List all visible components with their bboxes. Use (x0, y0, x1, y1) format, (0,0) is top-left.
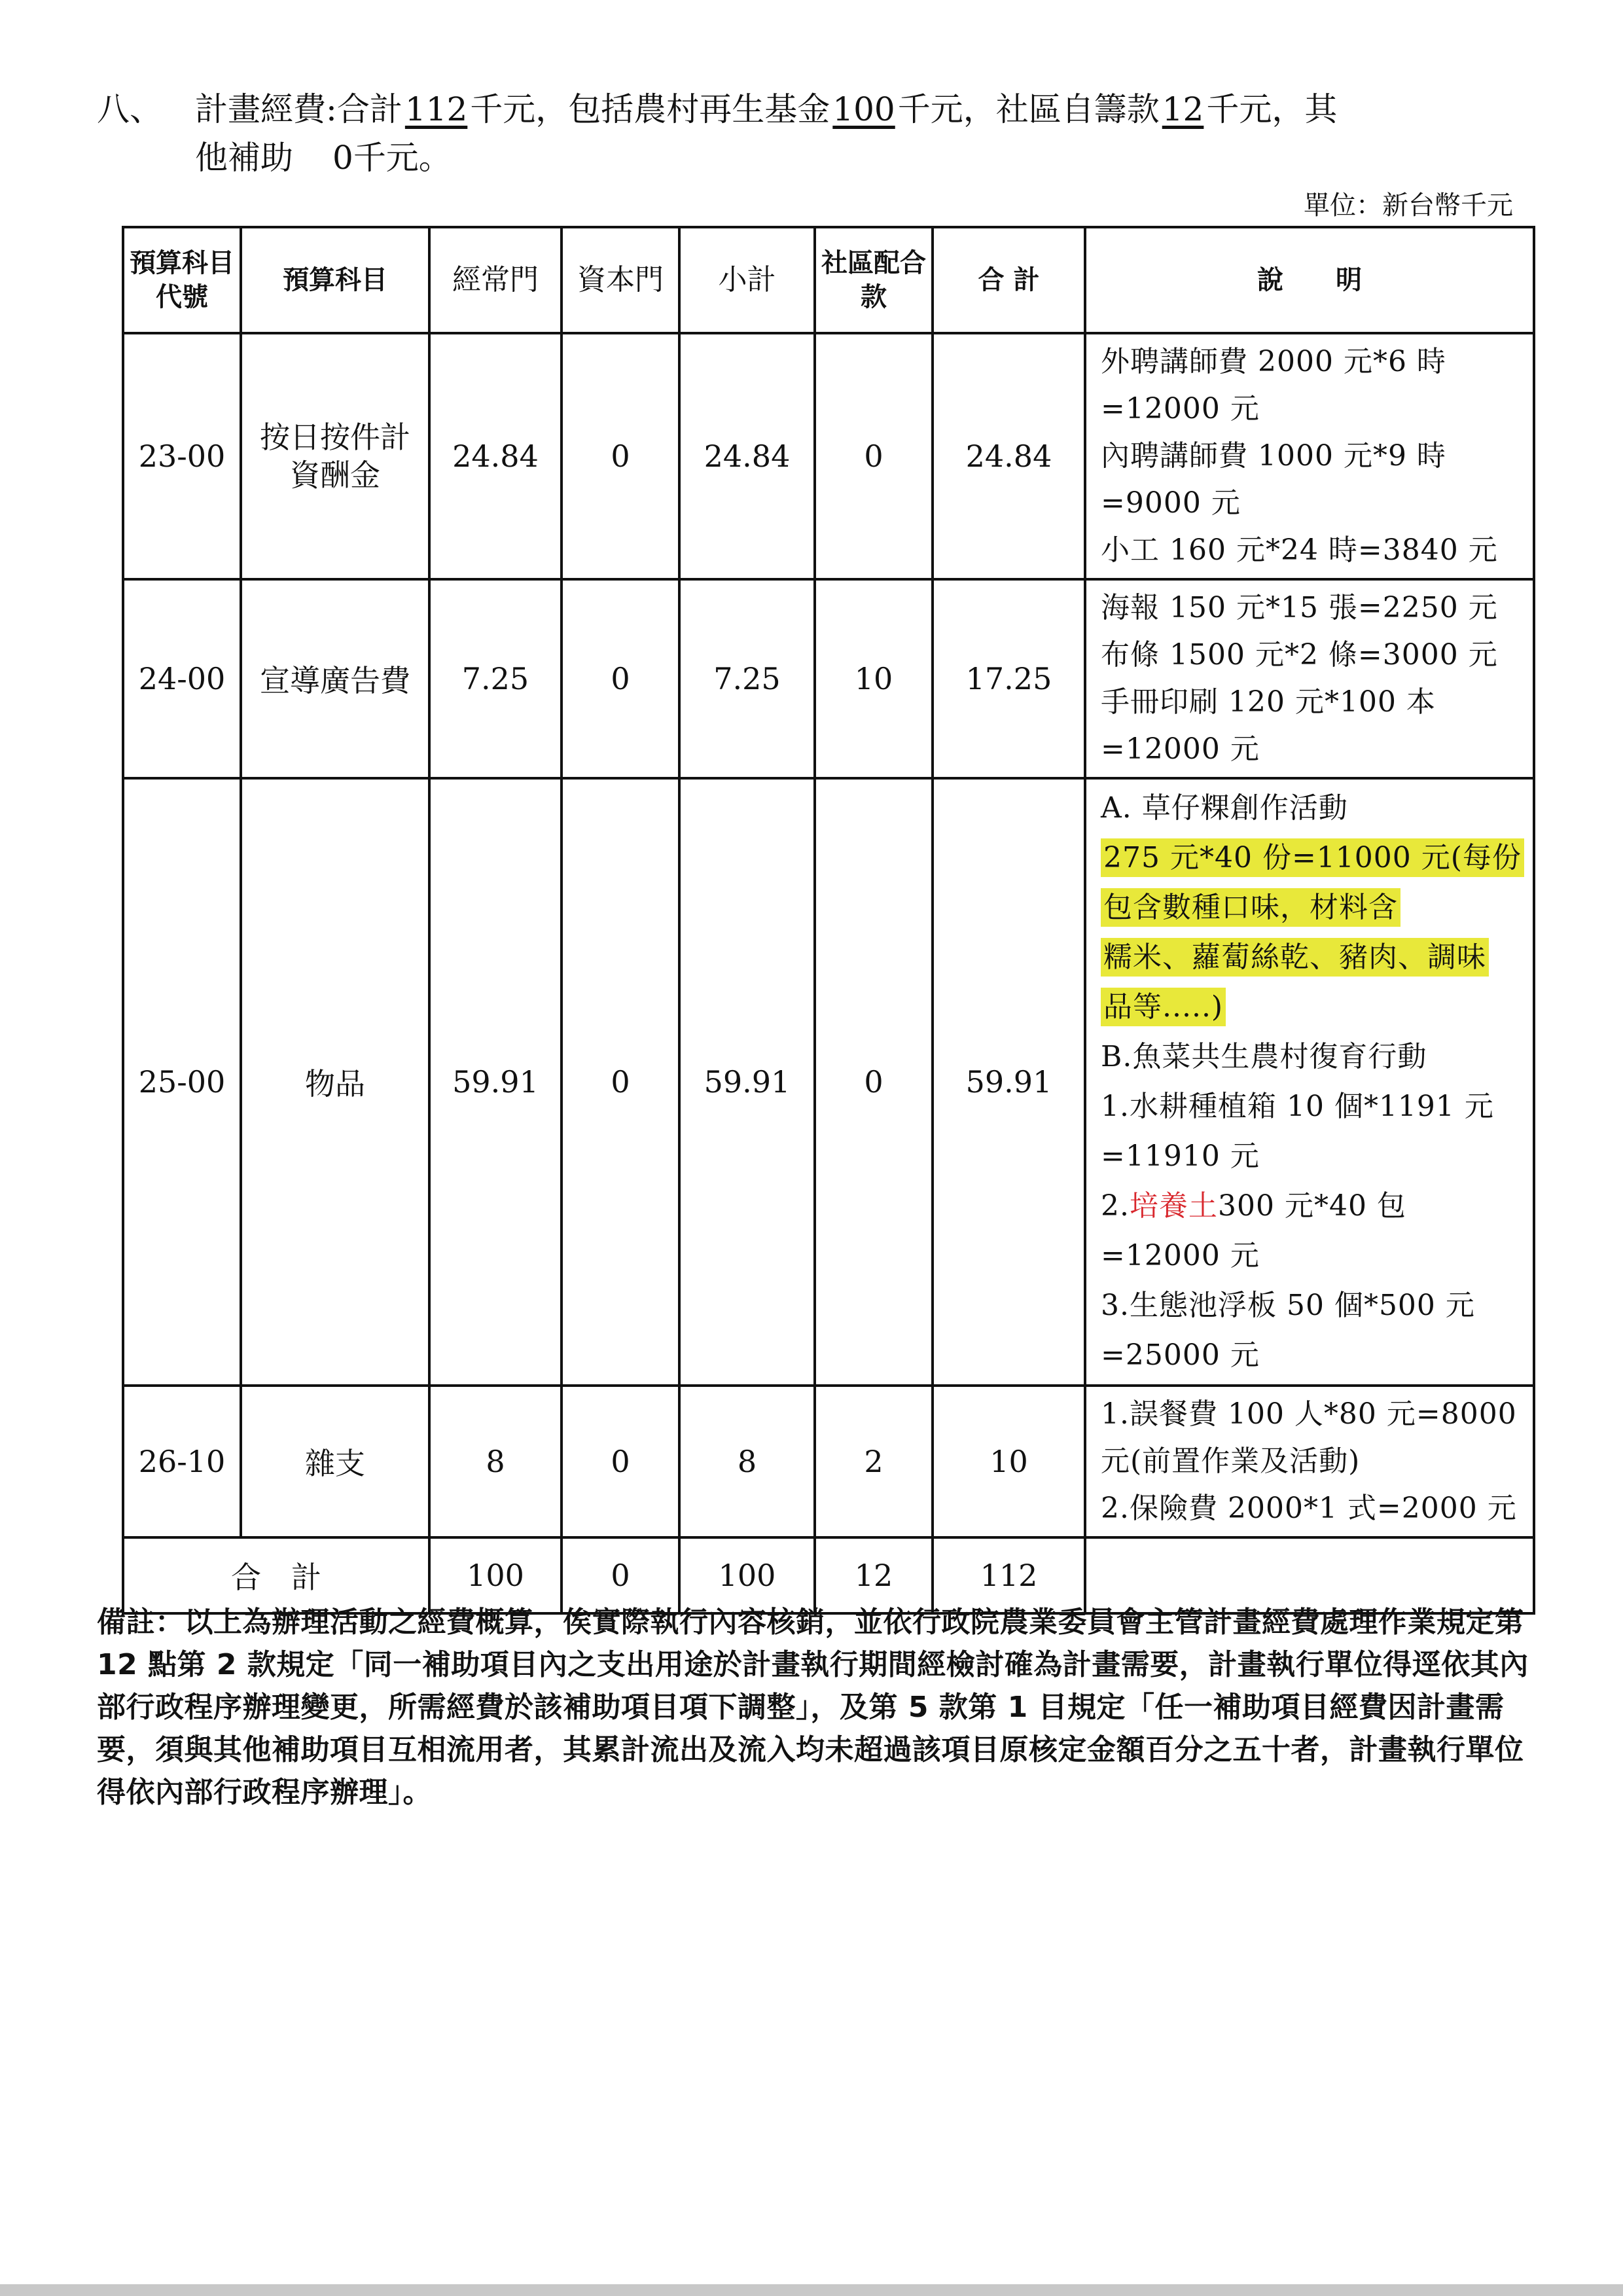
highlight: 糯米、蘿蔔絲乾、豬肉、調味 (1101, 938, 1489, 977)
desc-line: 1.誤餐費 100 人*80 元=8000 元(前置作業及活動) (1101, 1397, 1517, 1478)
row-total: 59.91 (933, 778, 1085, 1386)
desc-line: 布條 1500 元*2 條=3000 元 (1101, 638, 1498, 672)
row-regular: 59.91 (429, 778, 562, 1386)
row-total: 10 (933, 1386, 1085, 1537)
heading-label: 計畫經費:合計 (195, 90, 402, 128)
budget-heading (97, 85, 1537, 182)
heading-unit-after-fund: 千元，社區自籌款 (897, 90, 1160, 128)
total-capital: 0 (562, 1537, 679, 1613)
row-code: 24-00 (123, 579, 241, 778)
header-total: 合 計 (933, 227, 1085, 333)
table-row (123, 333, 1534, 579)
total-amount: 112 (404, 90, 468, 128)
header-community: 社區配合款 (815, 227, 933, 333)
desc-highlight-line (1101, 982, 1525, 1032)
row-total: 24.84 (933, 333, 1085, 579)
unit-note: 單位：新台幣千元 (1304, 190, 1513, 221)
other-amount: 0 (332, 139, 353, 177)
desc-highlight-line (1101, 933, 1525, 982)
row-item: 宣導廣告費 (241, 579, 429, 778)
highlight: 包含數種口味，材料含 (1101, 888, 1400, 927)
row-capital: 0 (562, 778, 679, 1386)
self-raised-amount: 12 (1162, 90, 1204, 128)
row-community: 2 (815, 1386, 933, 1537)
row-subtotal: 59.91 (679, 778, 815, 1386)
row-code: 25-00 (123, 778, 241, 1386)
desc-red-text: 培養土 (1129, 1189, 1218, 1223)
row-code: 23-00 (123, 333, 241, 579)
heading-line-2 (97, 134, 1537, 182)
desc-b2-rest: 300 元*40 包=12000 元 (1101, 1189, 1406, 1272)
desc-highlight-line (1101, 833, 1525, 883)
desc-section-a-title: A. 草仔粿創作活動 (1101, 791, 1348, 825)
desc-line: 海報 150 元*15 張=2250 元 (1101, 591, 1498, 624)
heading-unit-after-total: 千元，包括農村再生基金 (470, 90, 830, 128)
header-regular: 經常門 (429, 227, 562, 333)
desc-line: 2.保險費 2000*1 式=2000 元 (1101, 1492, 1517, 1525)
remarks-note: 備註：以上為辦理活動之經費概算，俟實際執行內容核銷，並依行政院農業委員會主管計畫經費處理作業規定第 12 點第 2 款規定「同一補助項目內之支出用途於計畫執行期間經檢討確為計畫需要，計畫執行單位得逕依其內部行政程序辦理變更，所需經費於該補助項目項下調整」，及第 5 款第 1 目規定「任一補助項目經費因計畫需要，須與其他補助項目互相流用者，其累計流出及流入均未超過該項目原核定金額百分之五十者，計畫執行單位得依內部行政程序辦理」。 (97, 1605, 1529, 1809)
desc-line: 3.生態池浮板 50 個*500 元=25000 元 (1101, 1289, 1475, 1372)
desc-b2-number: 2. (1101, 1189, 1130, 1223)
highlight: 275 元*40 份=11000 元(每份 (1101, 838, 1524, 877)
row-regular: 8 (429, 1386, 562, 1537)
heading-line-1 (97, 85, 1537, 134)
table-header-row (123, 227, 1534, 333)
budget-table (122, 226, 1535, 1615)
row-description (1085, 333, 1534, 579)
row-description (1085, 579, 1534, 778)
total-subtotal: 100 (679, 1537, 815, 1613)
desc-line: 小工 160 元*24 時=3840 元 (1101, 533, 1498, 567)
table-row (123, 579, 1534, 778)
header-subtotal: 小計 (679, 227, 815, 333)
other-unit: 千元。 (353, 139, 452, 177)
page-bottom-border (0, 2284, 1623, 2296)
row-item: 物品 (241, 778, 429, 1386)
total-label: 合 計 (123, 1537, 429, 1613)
row-regular: 24.84 (429, 333, 562, 579)
row-subtotal: 7.25 (679, 579, 815, 778)
table-row (123, 778, 1534, 1386)
table-row (123, 1386, 1534, 1537)
desc-line (1101, 1181, 1525, 1281)
header-code: 預算科目代號 (123, 227, 241, 333)
row-capital: 0 (562, 1386, 679, 1537)
header-description: 說 明 (1085, 227, 1534, 333)
fund-amount: 100 (832, 90, 895, 128)
row-item: 雜支 (241, 1386, 429, 1537)
row-item: 按日按件計資酬金 (241, 333, 429, 579)
heading-unit-after-self: 千元，其 (1206, 90, 1338, 128)
row-capital: 0 (562, 579, 679, 778)
row-community: 10 (815, 579, 933, 778)
row-regular: 7.25 (429, 579, 562, 778)
row-subtotal: 8 (679, 1386, 815, 1537)
row-description (1085, 778, 1534, 1386)
row-code: 26-10 (123, 1386, 241, 1537)
row-subtotal: 24.84 (679, 333, 815, 579)
section-number: 八、 (97, 90, 162, 128)
row-community: 0 (815, 333, 933, 579)
header-item: 預算科目 (241, 227, 429, 333)
header-capital: 資本門 (562, 227, 679, 333)
total-community: 12 (815, 1537, 933, 1613)
total-regular: 100 (429, 1537, 562, 1613)
total-total: 112 (933, 1537, 1085, 1613)
desc-line: 手冊印刷 120 元*100 本=12000 元 (1101, 685, 1436, 766)
row-community: 0 (815, 778, 933, 1386)
row-total: 17.25 (933, 579, 1085, 778)
desc-line: 外聘講師費 2000 元*6 時=12000 元 (1101, 345, 1446, 425)
other-label: 他補助 (195, 139, 293, 177)
desc-line: 1.水耕種植箱 10 個*1191 元=11910 元 (1101, 1090, 1494, 1173)
row-description (1085, 1386, 1534, 1537)
desc-section-b-title: B.魚菜共生農村復育行動 (1101, 1040, 1427, 1073)
highlight: 品等.....) (1101, 988, 1226, 1026)
row-capital: 0 (562, 333, 679, 579)
desc-highlight-line (1101, 883, 1525, 933)
desc-line: 內聘講師費 1000 元*9 時=9000 元 (1101, 439, 1446, 520)
